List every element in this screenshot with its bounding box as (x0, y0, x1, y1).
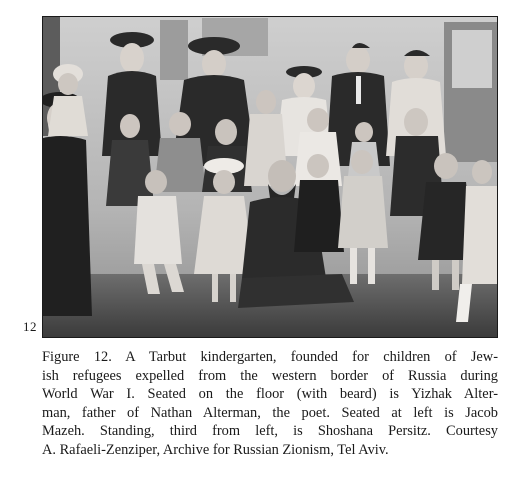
caption-line: Mazeh. Standing, third from left, is Shoshana Persitz. Courtesy (42, 423, 498, 440)
caption-line: ish refugees expelled from the western border of Russia during (42, 367, 498, 384)
page-number: 12 (23, 319, 37, 334)
caption-line: World War I. Seated on the floor (with beard) is Yizhak Alter- (42, 386, 498, 403)
caption-line: Figure 12. A Tarbut kindergarten, founded for children of Jew- (42, 349, 498, 365)
group-photograph (42, 16, 498, 338)
caption-line: A. Rafaeli-Zenziper, Archive for Russian Zionism, Tel Aviv. (42, 441, 389, 458)
caption-line: man, father of Nathan Alterman, the poet. Seated at left is Jacob (42, 404, 498, 421)
kindergarten-group-photo (42, 16, 498, 338)
figure-caption (42, 348, 498, 460)
